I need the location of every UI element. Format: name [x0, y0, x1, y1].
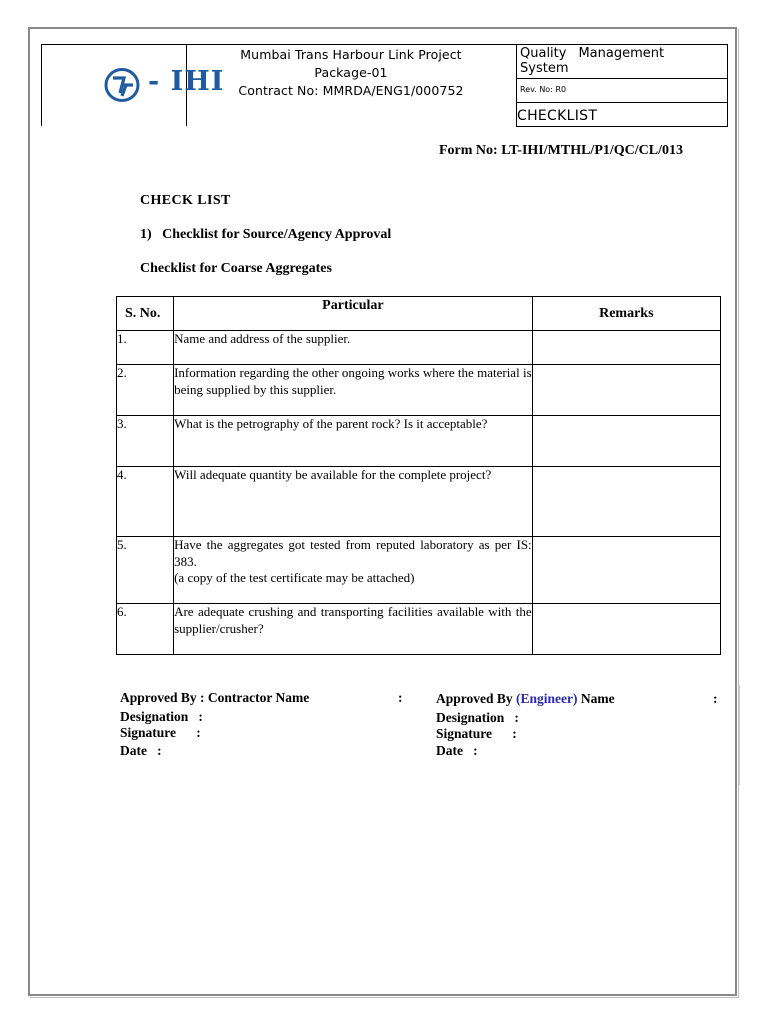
qms-title-word2: Management	[578, 46, 665, 61]
contract-no: Contract No: MMRDA/ENG1/000752	[238, 83, 464, 98]
table-row	[117, 604, 721, 655]
engineer-colon: :	[713, 691, 718, 706]
row-particular: Name and address of the supplier.	[174, 331, 533, 365]
form-number: Form No: LT-IHI/MTHL/P1/QC/CL/013	[439, 143, 683, 158]
row-remarks[interactable]	[532, 604, 720, 655]
qms-title-cell	[517, 45, 727, 79]
table-row	[117, 467, 721, 537]
package-name: Package-01	[314, 65, 388, 80]
header-particular: Particular	[174, 297, 533, 331]
qms-title	[520, 46, 720, 76]
engineer-label: (Engineer)	[516, 691, 578, 706]
row-sno: 4.	[117, 467, 174, 537]
row-remarks[interactable]	[532, 365, 720, 416]
row-sno: 5.	[117, 537, 174, 604]
engineer-designation: Designation :	[436, 710, 519, 725]
table-row	[117, 331, 721, 365]
qms-title-word1: Quality	[520, 46, 567, 61]
subsection-title: Checklist for Coarse Aggregates	[140, 261, 332, 276]
row-remarks[interactable]	[532, 537, 720, 604]
logo-text: - IHI	[148, 66, 225, 97]
contractor-approved-by: Approved By : Contractor Name	[120, 690, 310, 705]
row-remarks[interactable]	[532, 331, 720, 365]
engineer-name-label: Name	[580, 691, 615, 706]
checklist-table	[116, 296, 721, 655]
row-sno: 3.	[117, 416, 174, 467]
header-top-rule	[41, 44, 517, 45]
checklist-label: CHECKLIST	[517, 108, 598, 124]
row-particular-line: Have the aggregates got tested from reputed laboratory as per IS: 383.	[174, 537, 532, 569]
project-name: Mumbai Trans Harbour Link Project	[240, 47, 462, 62]
contractor-signature: Signature :	[120, 725, 201, 740]
row-particular	[174, 537, 533, 604]
engineer-signature: Signature :	[436, 726, 517, 741]
table-row	[117, 365, 721, 416]
row-particular: Are adequate crushing and transporting facilities available with the supplier/crusher?	[174, 604, 533, 655]
check-list-title: CHECK LIST	[140, 193, 231, 208]
contractor-designation: Designation :	[120, 709, 203, 724]
engineer-date: Date :	[436, 743, 478, 758]
row-remarks[interactable]	[532, 467, 720, 537]
right-margin-rule	[739, 685, 740, 785]
contractor-colon: :	[398, 690, 403, 705]
table-header-row	[117, 297, 721, 331]
row-particular: What is the petrography of the parent rock? Is it acceptable?	[174, 416, 533, 467]
engineer-approved-prefix: Approved By	[436, 691, 513, 706]
header-remarks: Remarks	[532, 297, 720, 331]
row-sno: 2.	[117, 365, 174, 416]
header-sno: S. No.	[117, 297, 174, 331]
row-sno: 6.	[117, 604, 174, 655]
header-left-rule	[41, 44, 42, 126]
rev-no: Rev. No: R0	[520, 85, 567, 94]
contractor-date: Date :	[120, 743, 162, 758]
section-title: 1) Checklist for Source/Agency Approval	[140, 227, 392, 242]
table-row	[117, 416, 721, 467]
qms-title-word3: System	[520, 61, 569, 76]
rev-no-cell	[517, 79, 727, 103]
row-sno: 1.	[117, 331, 174, 365]
row-remarks[interactable]	[532, 416, 720, 467]
row-particular-line: (a copy of the test certificate may be attached)	[174, 570, 415, 585]
row-particular: Will adequate quantity be available for the complete project?	[174, 467, 533, 537]
row-particular: Information regarding the other ongoing works where the material is being supplied by this supplier.	[174, 365, 533, 416]
engineer-approved-by	[436, 691, 615, 707]
table-row	[117, 537, 721, 604]
